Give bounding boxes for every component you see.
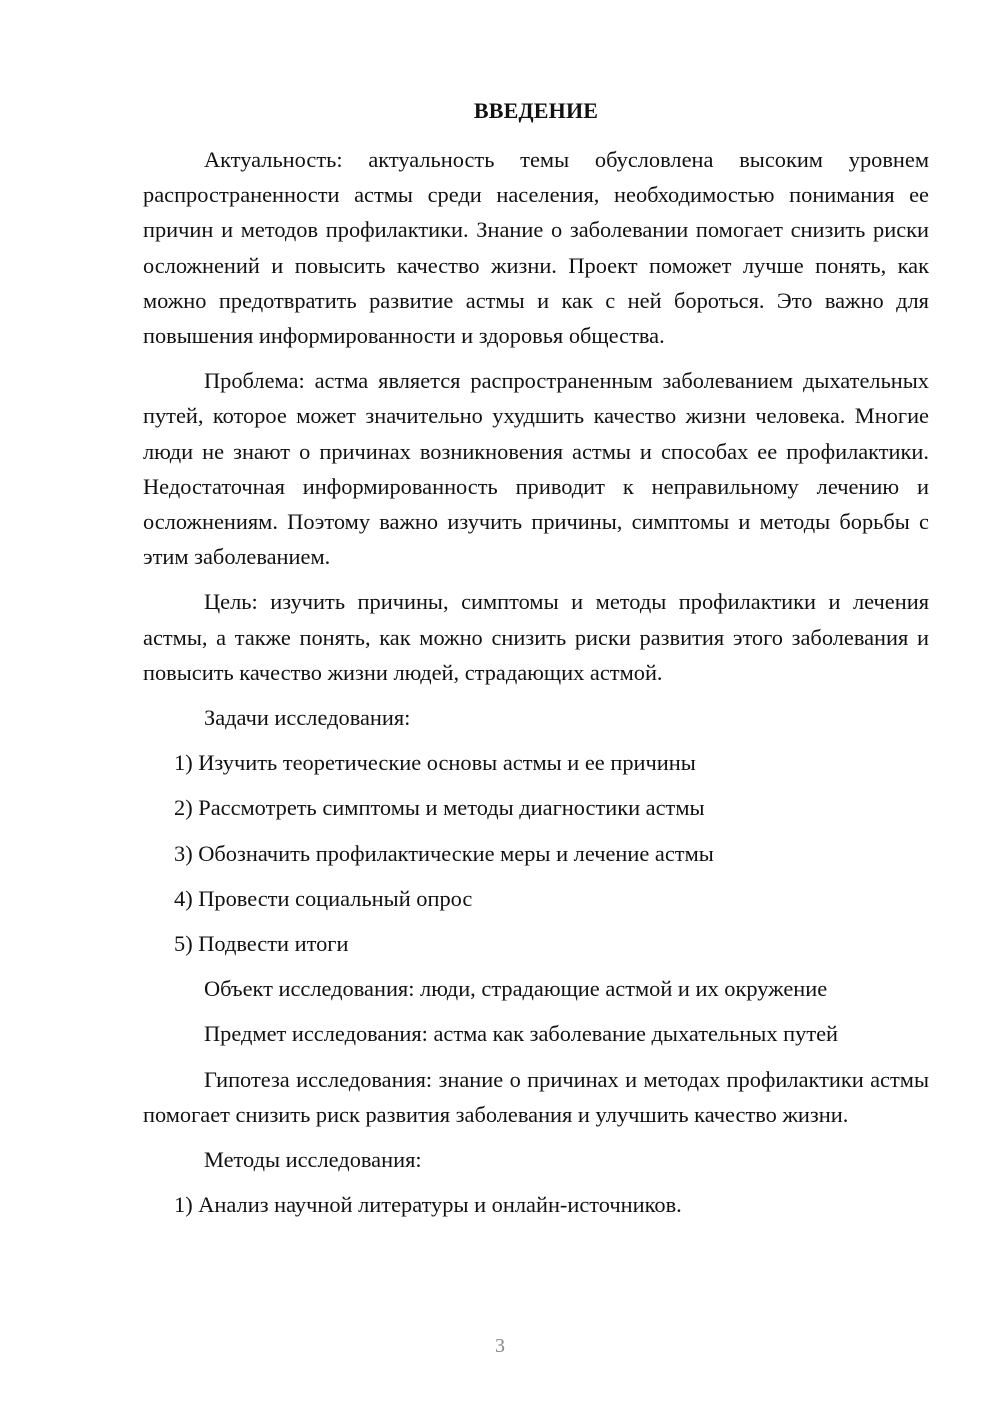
tasks-heading: Задачи исследования:: [204, 705, 411, 731]
page-number: 3: [495, 1335, 505, 1357]
task-item-5: 5) Подвести итоги: [174, 931, 349, 957]
subject-paragraph: Предмет исследования: астма как заболевание дыхательных путей: [204, 1021, 839, 1047]
methods-heading: Методы исследования:: [204, 1147, 422, 1173]
problem-paragraph: Проблема: астма является распространенным заболеванием дыхательных путей, которое может значительно ухудшить качество жизни человека. Многие люди не знают о причинах возникновения астмы и способах ее профилактики. Недостаточная информированность приводит к неправильному лечению и осложнениям. Поэтому важно изучить причины, симптомы и методы борьбы с этим заболеванием.: [143, 368, 929, 570]
task-item-3: 3) Обозначить профилактические меры и лечение астмы: [174, 840, 714, 866]
relevance-paragraph: Актуальность: актуальность темы обусловлена высоким уровнем распространенности астмы среди населения, необходимостью понимания ее причин и методов профилактики. Знание о заболевании помогает снизить риски осложнений и повысить качество жизни. Проект поможет лучше понять, как можно предотвратить развитие астмы и как с ней бороться. Это важно для повышения информированности и здоровья общества.: [143, 147, 929, 349]
method-item-1: 1) Анализ научной литературы и онлайн-источников.: [174, 1192, 682, 1218]
goal-paragraph: Цель: изучить причины, симптомы и методы профилактики и лечения астмы, а также понять, как можно снизить риски развития этого заболевания и повысить качество жизни людей, страдающих астмой.: [143, 589, 929, 685]
task-item-4: 4) Провести социальный опрос: [174, 885, 473, 911]
document-body: [143, 142, 929, 1232]
section-heading: ВВЕДЕНИЕ: [473, 98, 599, 123]
task-item-2: 2) Рассмотреть симптомы и методы диагностики астмы: [174, 795, 705, 821]
task-item-1: 1) Изучить теоретические основы астмы и ее причины: [174, 750, 696, 776]
object-paragraph: Объект исследования: люди, страдающие астмой и их окружение: [204, 976, 828, 1002]
hypothesis-paragraph: Гипотеза исследования: знание о причинах и методах профилактики астмы помогает снизить риск развития заболевания и улучшить качество жизни.: [143, 1066, 929, 1127]
